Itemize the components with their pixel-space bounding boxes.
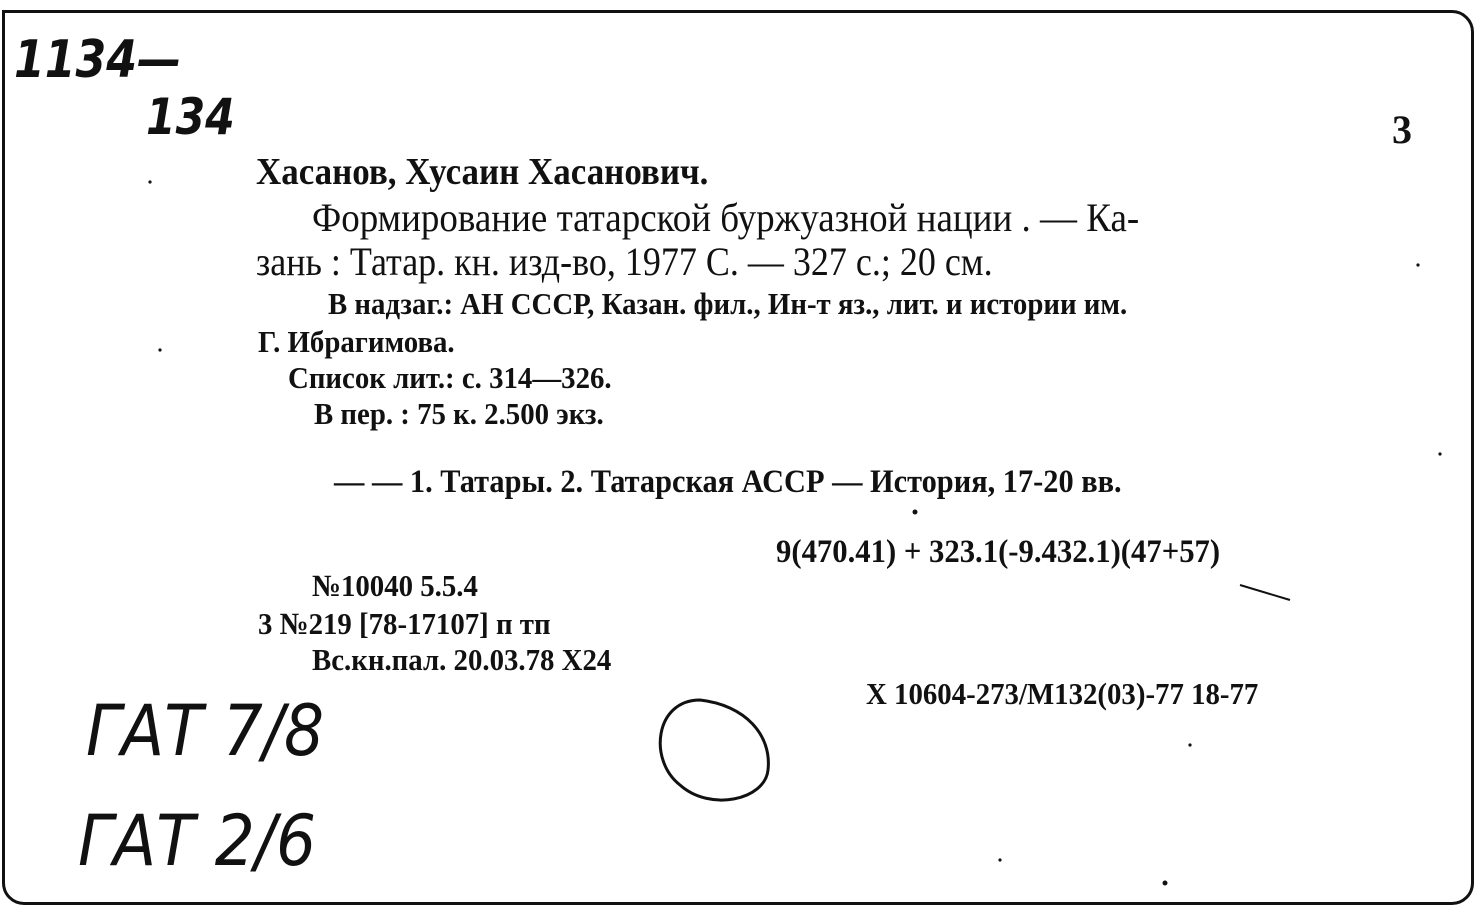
- author-heading: Хасанов, Хусаин Хасанович.: [256, 151, 709, 193]
- note-line-2: Г. Ибрагимова.: [258, 324, 455, 359]
- bibliography-note: Список лит.: с. 314—326.: [288, 360, 612, 395]
- ink-dot: [148, 180, 151, 183]
- title-line-2: зань : Татар. кн. изд-во, 1977 С. — 327 с.; 20 см.: [256, 239, 993, 284]
- footer-line-1: №10040 5.5.4: [312, 568, 478, 603]
- note-line-1: В надзаг.: АН СССР, Казан. фил., Ин-т яз., лит. и истории им.: [328, 286, 1128, 321]
- hand-drawn-oval: [660, 700, 768, 800]
- title-line-1: Формирование татарской буржуазной нации . — Ка-: [312, 195, 1140, 240]
- classification-index: 9(470.41) + 323.1(-9.432.1)(47+57): [776, 534, 1221, 570]
- footer-line-3: Вс.кн.пал. 20.03.78 Х24: [312, 642, 612, 677]
- ink-dot: [913, 510, 918, 515]
- subject-headings: — — 1. Татары. 2. Татарская АССР — История, 17-20 вв.: [334, 464, 1122, 500]
- ink-dot: [1416, 263, 1419, 266]
- ink-dot: [158, 348, 161, 351]
- handwritten-archive-mark-1: ГАТ 7/8: [86, 690, 325, 772]
- ink-dot: [1438, 452, 1441, 455]
- ink-dot: [1188, 743, 1191, 746]
- card-number: 3: [1392, 107, 1412, 152]
- handwritten-number-top: 1134—: [14, 30, 182, 90]
- handwritten-archive-mark-2: ГАТ 2/6: [78, 800, 317, 882]
- price-note: В пер. : 75 к. 2.500 экз.: [314, 396, 604, 431]
- pen-stroke: [1240, 585, 1290, 600]
- ink-dot: [998, 858, 1001, 861]
- footer-line-2: 3 №219 [78-17107] п тп: [258, 606, 551, 641]
- ink-dot: [1163, 881, 1168, 886]
- handwritten-number-under: 134: [146, 88, 235, 146]
- publisher-code: Х 10604-273/М132(03)-77 18-77: [866, 676, 1259, 711]
